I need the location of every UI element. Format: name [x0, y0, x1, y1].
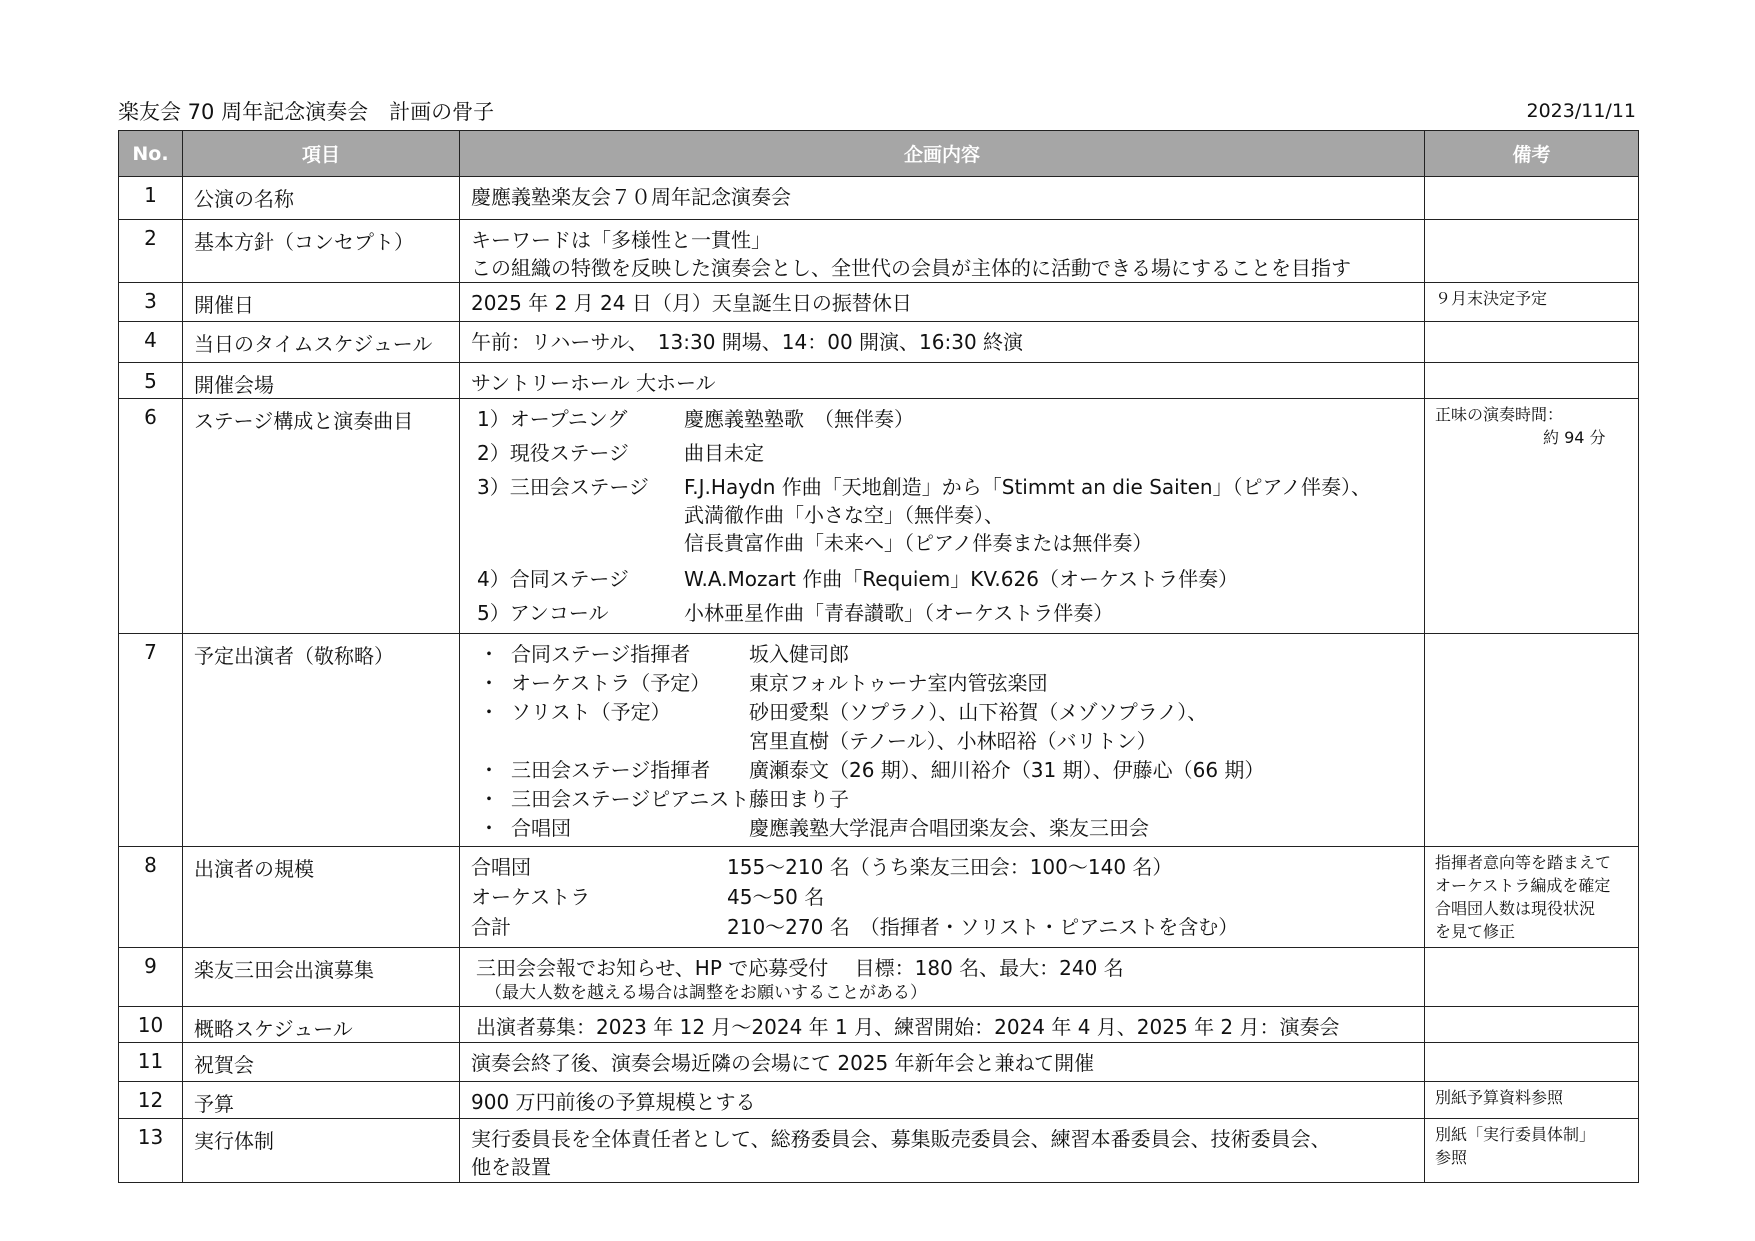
row-content — [460, 1043, 1425, 1082]
row-item: 公演の名称 — [183, 177, 460, 220]
performer-role: 三田会ステージピアニスト — [511, 787, 750, 811]
note-line: 別紙「実行委員体制」 — [1435, 1125, 1596, 1144]
program-piece: 小林亜星作曲「青春讃歌」（オーケストラ伴奏） — [684, 601, 1114, 625]
content-subnote: （最大人数を越える場合は調整をお願いすることがある） — [485, 983, 927, 1003]
row-content — [460, 322, 1425, 363]
row-no: 1 — [119, 177, 183, 220]
row-no: 7 — [119, 634, 183, 847]
performer-row — [471, 756, 1416, 785]
content-line: 実行委員長を全体責任者として、総務委員会、募集販売委員会、練習本番委員会、技術委員会、 — [471, 1127, 1331, 1151]
row-note — [1425, 634, 1639, 847]
row-item: 開催日 — [183, 283, 460, 322]
row-note — [1425, 220, 1639, 283]
row-no: 8 — [119, 847, 183, 948]
row-note — [1425, 847, 1639, 948]
performer-name: 坂入健司郎 — [749, 642, 849, 666]
program-pieces — [684, 473, 1416, 557]
row-no: 4 — [119, 322, 183, 363]
row-content — [460, 177, 1425, 220]
program-entry — [471, 473, 1416, 557]
bullet: ・ — [479, 642, 499, 666]
program-piece: 信長貴富作曲「未来へ」（ピアノ伴奏または無伴奏） — [684, 531, 1153, 555]
table-row — [119, 847, 1639, 948]
row-note — [1425, 1082, 1639, 1119]
row-item: 予定出演者（敬称略） — [183, 634, 460, 847]
col-header-content: 企画内容 — [460, 131, 1425, 177]
program-piece: 武満徹作曲「小さな空」（無伴奏）、 — [684, 503, 1004, 527]
scale-row — [471, 853, 1416, 883]
row-item: 楽友三田会出演募集 — [183, 948, 460, 1007]
row-item: 実行体制 — [183, 1119, 460, 1183]
row-no: 12 — [119, 1082, 183, 1119]
row-no: 3 — [119, 283, 183, 322]
row-note — [1425, 948, 1639, 1007]
performer-name: 東京フォルトゥーナ室内管弦楽団 — [749, 671, 1048, 695]
bullet: ・ — [479, 816, 499, 840]
row-content — [460, 283, 1425, 322]
scale-row — [471, 883, 1416, 913]
program-label: 3）三田会ステージ — [477, 475, 649, 499]
row-no: 10 — [119, 1007, 183, 1043]
program-entry — [471, 405, 1416, 439]
table-row — [119, 1043, 1639, 1082]
table-header-row — [119, 131, 1639, 177]
performer-role: 三田会ステージ指揮者 — [511, 758, 711, 782]
table-row — [119, 283, 1639, 322]
row-content — [460, 948, 1425, 1007]
content-line: この組織の特徴を反映した演奏会とし、全世代の会員が主体的に活動できる場にすることを目指す — [471, 256, 1351, 280]
row-content — [460, 634, 1425, 847]
performer-name: 藤田まり子 — [749, 787, 849, 811]
content-line: 演奏会終了後、演奏会場近隣の会場にて 2025 年新年会と兼ねて開催 — [471, 1051, 1095, 1075]
program-entry — [471, 565, 1416, 599]
content-line: 午前：リハーサル、 13:30 開場、14：00 開演、16:30 終演 — [471, 330, 1024, 354]
row-note — [1425, 1043, 1639, 1082]
row-content — [460, 399, 1425, 634]
document-title: 楽友会 70 周年記念演奏会 計画の骨子 — [118, 100, 495, 124]
performer-name: 宮里直樹（テノール）、小林昭裕（バリトン） — [749, 729, 1157, 753]
row-item: 基本方針（コンセプト） — [183, 220, 460, 283]
table-row — [119, 1119, 1639, 1183]
note-line: 合唱団人数は現役状況 — [1435, 899, 1596, 918]
row-item: 当日のタイムスケジュール — [183, 322, 460, 363]
bullet: ・ — [479, 671, 499, 695]
note-line: を見て修正 — [1435, 922, 1516, 941]
program-piece: 慶應義塾塾歌 （無伴奏） — [684, 407, 914, 431]
scale-label: 合計 — [471, 915, 511, 939]
table-row — [119, 399, 1639, 634]
program-label: 5）アンコール — [477, 601, 609, 625]
row-item: ステージ構成と演奏曲目 — [183, 399, 460, 634]
row-no: 2 — [119, 220, 183, 283]
plan-table — [118, 130, 1639, 1183]
performer-row — [471, 727, 1416, 756]
scale-value: 45〜50 名 — [727, 885, 825, 909]
bullet: ・ — [479, 700, 499, 724]
content-line: 900 万円前後の予算規模とする — [471, 1090, 756, 1114]
col-header-no: No. — [119, 131, 183, 177]
performer-name: 砂田愛梨（ソプラノ）、山下裕賀（メゾソプラノ）、 — [749, 700, 1208, 724]
row-no: 5 — [119, 363, 183, 399]
row-content — [460, 847, 1425, 948]
row-note — [1425, 363, 1639, 399]
program-entry — [471, 439, 1416, 473]
bullet: ・ — [479, 758, 499, 782]
performer-row — [471, 698, 1416, 727]
scale-value: 210〜270 名 （指揮者・ソリスト・ピアニストを含む） — [727, 915, 1239, 939]
table-row — [119, 1007, 1639, 1043]
content-line: 三田会会報でお知らせ、HP で応募受付 目標：180 名、最大：240 名 — [476, 956, 1124, 980]
row-item: 開催会場 — [183, 363, 460, 399]
content-line: 出演者募集：2023 年 12 月〜2024 年 1 月、練習開始：2024 年 4 月、2025 年 2 月：演奏会 — [476, 1015, 1340, 1039]
performer-row — [471, 669, 1416, 698]
row-item: 祝賀会 — [183, 1043, 460, 1082]
row-item: 予算 — [183, 1082, 460, 1119]
table-row — [119, 322, 1639, 363]
program-entry — [471, 599, 1416, 633]
note-line: オーケストラ編成を確定 — [1435, 876, 1611, 895]
note-line: 別紙予算資料参照 — [1435, 1088, 1564, 1107]
row-content — [460, 1119, 1425, 1183]
note-line: ９月末決定予定 — [1435, 289, 1548, 308]
content-line: 2025 年 2 月 24 日（月）天皇誕生日の振替休日 — [471, 291, 912, 315]
table-row — [119, 948, 1639, 1007]
note-line: 指揮者意向等を踏まえて — [1435, 853, 1612, 872]
bullet — [471, 727, 511, 756]
program-piece: 曲目未定 — [684, 441, 764, 465]
performer-role: 合同ステージ指揮者 — [511, 642, 691, 666]
row-content — [460, 220, 1425, 283]
row-content — [460, 1007, 1425, 1043]
row-no: 11 — [119, 1043, 183, 1082]
row-note — [1425, 177, 1639, 220]
performer-role: ソリスト（予定） — [511, 700, 671, 724]
row-item: 出演者の規模 — [183, 847, 460, 948]
row-no: 9 — [119, 948, 183, 1007]
scale-label: 合唱団 — [471, 855, 531, 879]
performer-role — [511, 727, 749, 756]
performer-role: 合唱団 — [511, 816, 571, 840]
note-line: 参照 — [1435, 1148, 1468, 1167]
performer-row — [471, 814, 1416, 843]
content-line: 慶應義塾楽友会７０周年記念演奏会 — [471, 185, 791, 209]
performer-role: オーケストラ（予定） — [511, 671, 711, 695]
performer-name: 廣瀬泰文（26 期）、細川裕介（31 期）、伊藤心（66 期） — [749, 758, 1265, 782]
row-item: 概略スケジュール — [183, 1007, 460, 1043]
content-line: キーワードは「多様性と一貫性」 — [471, 228, 771, 252]
program-label: 1）オープニング — [477, 407, 628, 431]
row-note — [1425, 399, 1639, 634]
performer-name: 慶應義塾大学混声合唱団楽友会、楽友三田会 — [749, 816, 1149, 840]
bullet: ・ — [479, 787, 499, 811]
scale-row — [471, 913, 1416, 943]
note-line: 正味の演奏時間： — [1435, 405, 1564, 424]
row-note — [1425, 1007, 1639, 1043]
col-header-item: 項目 — [183, 131, 460, 177]
row-content — [460, 1082, 1425, 1119]
performer-row — [471, 640, 1416, 669]
content-line: サントリーホール 大ホール — [471, 371, 716, 395]
document-date: 2023/11/11 — [1526, 100, 1636, 122]
row-note — [1425, 283, 1639, 322]
scale-value: 155〜210 名（うち楽友三田会：100〜140 名） — [727, 855, 1173, 879]
content-line: 他を設置 — [471, 1155, 551, 1179]
program-label: 4）合同ステージ — [477, 567, 629, 591]
table-row — [119, 363, 1639, 399]
program-label: 2）現役ステージ — [477, 441, 629, 465]
table-row — [119, 220, 1639, 283]
row-no: 13 — [119, 1119, 183, 1183]
performer-row — [471, 785, 1416, 814]
scale-label: オーケストラ — [471, 885, 591, 909]
row-note — [1425, 322, 1639, 363]
row-content — [460, 363, 1425, 399]
row-note — [1425, 1119, 1639, 1183]
row-no: 6 — [119, 399, 183, 634]
program-piece: F.J.Haydn 作曲「天地創造」から「Stimmt an die Saiten」（ピアノ伴奏）、 — [684, 475, 1371, 499]
table-row — [119, 634, 1639, 847]
note-line: 約 94 分 — [1543, 428, 1606, 447]
program-piece: W.A.Mozart 作曲「Requiem」KV.626（オーケストラ伴奏） — [684, 567, 1239, 591]
col-header-note: 備考 — [1425, 131, 1639, 177]
table-row — [119, 1082, 1639, 1119]
table-row — [119, 177, 1639, 220]
